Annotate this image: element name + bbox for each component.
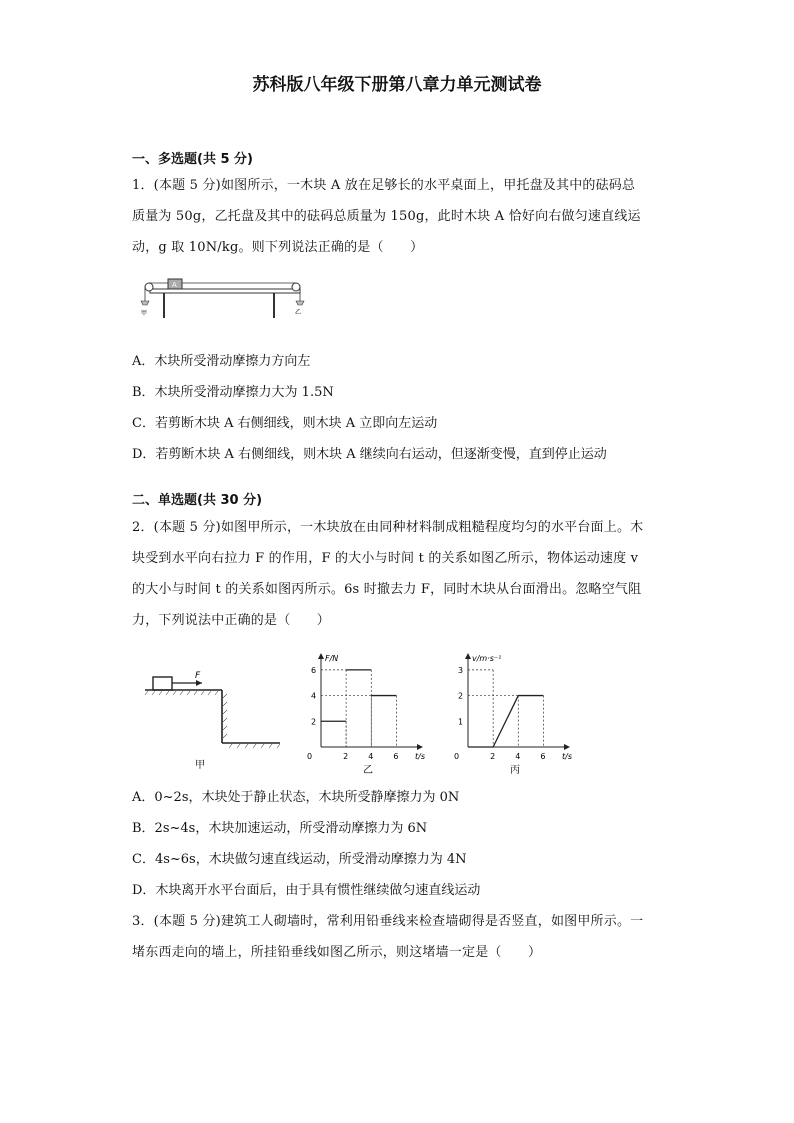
q1-text-line: 1．(本题 5 分)如图所示，一木块 A 放在足够长的水平桌面上，甲托盘及其中的砝码总 — [132, 178, 636, 193]
q3-text-line: 堵东西走向的墙上，所挂铅垂线如图乙所示，则这堵墙一定是（ ） — [132, 945, 542, 960]
section-heading-multi-choice: 一、多选题(共 5 分) — [132, 152, 253, 167]
q1-text-line: 质量为 50g，乙托盘及其中的砝码总质量为 150g，此时木块 A 恰好向右做匀速直线运 — [132, 209, 641, 224]
q2-chart-bing — [452, 650, 592, 775]
q2-text-line: 块受到水平向右拉力 F 的作用，F 的大小与时间 t 的关系如图乙所示，物体运动速度 v — [132, 551, 639, 566]
q2-text-line: 力，下列说法中正确的是（ ） — [132, 613, 331, 628]
y-tick-label: 6 — [311, 665, 317, 675]
q1-option-d: D．若剪断木块 A 右侧细线，则木块 A 继续向右运动，但逐渐变慢，直到停止运动 — [132, 447, 607, 462]
y-tick-label: 2 — [311, 717, 317, 727]
x-tick-label: 4 — [515, 752, 521, 761]
x-axis-arrow — [417, 744, 423, 750]
x-axis-label: t/s — [415, 752, 425, 761]
q2-text-line: 的大小与时间 t 的关系如图丙所示。6s 时撤去力 F，同时木块从台面滑出。忽略空气阻 — [132, 582, 642, 597]
x-tick-label: 6 — [393, 752, 399, 761]
left-tray — [141, 301, 149, 305]
q2-text-line: 2．(本题 5 分)如图甲所示，一木块放在由同种材料制成粗糙程度均匀的水平台面上。木 — [132, 520, 644, 535]
y-tick-label: 3 — [458, 665, 464, 675]
q2-chart-yi — [305, 650, 445, 775]
block-a-label: A — [172, 281, 177, 289]
y-axis-label: F/N — [325, 654, 339, 663]
tray-label-yi: 乙 — [295, 309, 302, 316]
q2-option-d: D．木块离开水平台面后，由于具有惯性继续做匀速直线运动 — [132, 883, 481, 898]
x-tick-label: 2 — [490, 752, 496, 761]
chart-caption: 乙 — [363, 765, 373, 775]
left-pulley — [145, 283, 153, 291]
q2-option-c: C．4s~6s，木块做匀速直线运动，所受滑动摩擦力为 4N — [132, 852, 467, 867]
x-tick-label: 2 — [343, 752, 349, 761]
q2-option-a: A．0~2s，木块处于静止状态，木块所受静摩擦力为 0N — [132, 790, 460, 805]
q1-option-a: A．木块所受滑动摩擦力方向左 — [132, 354, 311, 369]
q1-text-line: 动，g 取 10N/kg。则下列说法正确的是（ ） — [132, 240, 424, 255]
data-line — [468, 696, 543, 747]
block — [153, 677, 172, 690]
q2-option-b: B．2s~4s，木块加速运动，所受滑动摩擦力为 6N — [132, 821, 428, 836]
y-axis-arrow — [465, 653, 471, 659]
y-axis-label: v/m·s⁻¹ — [472, 654, 502, 663]
q1-option-c: C．若剪断木块 A 右侧细线，则木块 A 立即向左运动 — [132, 416, 438, 431]
y-tick-label: 1 — [458, 717, 464, 727]
hatching — [145, 691, 280, 748]
q1-figure — [138, 272, 318, 322]
q3-text-line: 3．(本题 5 分)建筑工人砌墙时，常利用铅垂线来检查墙砌得是否竖直，如图甲所示。一 — [132, 914, 644, 929]
x-tick-label: 0 — [454, 752, 460, 761]
x-axis-arrow — [564, 744, 570, 750]
q1-option-b: B．木块所受滑动摩擦力大为 1.5N — [132, 385, 334, 400]
table-top — [150, 289, 300, 293]
x-axis-label: t/s — [562, 752, 572, 761]
caption-jia: 甲 — [195, 760, 205, 771]
x-tick-label: 6 — [540, 752, 546, 761]
force-label: F — [195, 671, 201, 681]
tray-label-jia: 甲 — [141, 310, 148, 317]
x-tick-label: 4 — [368, 752, 374, 761]
right-tray — [296, 301, 304, 305]
right-pulley — [292, 283, 300, 291]
chart-caption: 丙 — [510, 765, 520, 775]
section-heading-single-choice: 二、单选题(共 30 分) — [132, 493, 263, 508]
y-axis-arrow — [318, 653, 324, 659]
y-tick-label: 2 — [458, 691, 464, 701]
page-title: 苏科版八年级下册第八章力单元测试卷 — [252, 75, 542, 95]
y-tick-label: 4 — [311, 691, 317, 701]
q2-figure-jia — [140, 664, 290, 774]
x-tick-label: 0 — [307, 752, 313, 761]
